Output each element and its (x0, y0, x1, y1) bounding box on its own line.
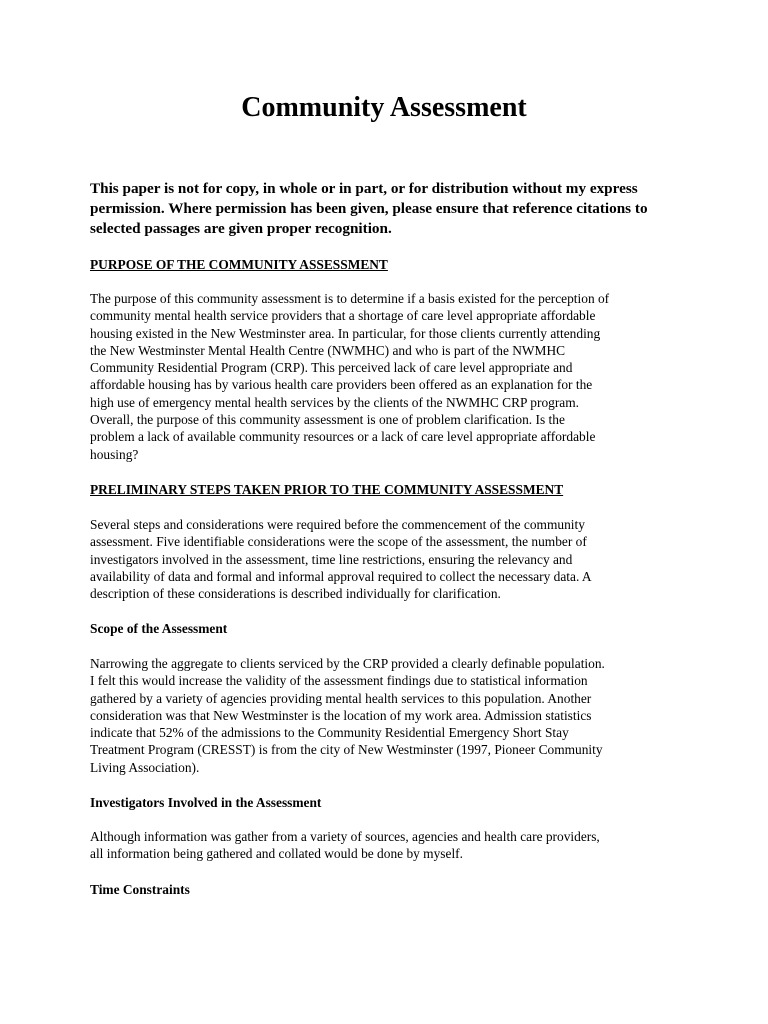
section-heading-purpose: PURPOSE OF THE COMMUNITY ASSESSMENT (90, 257, 388, 272)
text-line: assessment. Five identifiable considerations were the scope of the assessment, the number of (90, 534, 587, 550)
text-line: I felt this would increase the validity of the assessment findings due to statistical information (90, 673, 588, 689)
text-line: description of these considerations is described individually for clarification. (90, 586, 501, 602)
text-line: gathered by a variety of agencies providing mental health services to this population. Another (90, 690, 592, 706)
subsection-heading-time-constraints: Time Constraints (90, 882, 190, 897)
subsection-body-scope (90, 655, 680, 776)
subsection-body-investigators (90, 828, 680, 863)
text-line: housing? (90, 446, 139, 462)
copyright-notice: This paper is not for copy, in whole or in part, or for distribution without my express permission. Where permission has been given, please ensure that reference citations to selected passages are given proper recognition. (90, 180, 648, 237)
text-line: The purpose of this community assessment is to determine if a basis existed for the perception of (90, 291, 610, 306)
subsection-heading-investigators: Investigators Involved in the Assessment (90, 795, 322, 810)
section-body-preliminary (90, 516, 680, 602)
text-line: affordable housing has by various health care providers been offered as an explanation for the (90, 377, 593, 393)
text-line: Treatment Program (CRESST) is from the city of New Westminster (1997, Pioneer Community (90, 742, 603, 758)
text-line: all information being gathered and collated would be done by myself. (90, 846, 463, 862)
section-heading-preliminary: PRELIMINARY STEPS TAKEN PRIOR TO THE COMMUNITY ASSESSMENT (90, 482, 564, 497)
text-line: community mental health service providers that a shortage of care level appropriate affordable (90, 308, 596, 324)
text-line: Narrowing the aggregate to clients serviced by the CRP provided a clearly definable population. (90, 656, 605, 671)
text-line: consideration was that New Westminster is the location of my work area. Admission statistics (90, 707, 592, 723)
text-line: Community Residential Program (CRP). This perceived lack of care level appropriate and (90, 360, 573, 376)
text-line: Living Association). (90, 759, 200, 775)
text-line: Overall, the purpose of this community assessment is one of problem clarification. Is the (90, 412, 565, 428)
text-line: problem a lack of available community resources or a lack of care level appropriate affordable (90, 429, 596, 445)
text-line: investigators involved in the assessment, time line restrictions, ensuring the relevancy and (90, 551, 573, 567)
text-line: availability of data and formal and informal approval required to collect the necessary data. A (90, 568, 592, 584)
document-title: Community Assessment (241, 92, 527, 123)
text-line: high use of emergency mental health services by the clients of the NWMHC CRP program. (90, 394, 580, 410)
subsection-heading-scope: Scope of the Assessment (90, 621, 228, 636)
text-line: indicate that 52% of the admissions to the Community Residential Emergency Short Stay (90, 725, 569, 741)
section-body-purpose (90, 290, 680, 463)
text-line: Several steps and considerations were required before the commencement of the community (90, 517, 585, 532)
text-line: the New Westminster Mental Health Centre (NWMHC) and who is part of the NWMHC (90, 342, 566, 358)
text-line: housing existed in the New Westminster area. In particular, for those clients currently attending (90, 325, 601, 341)
text-line: Although information was gather from a variety of sources, agencies and health care providers, (90, 829, 600, 844)
